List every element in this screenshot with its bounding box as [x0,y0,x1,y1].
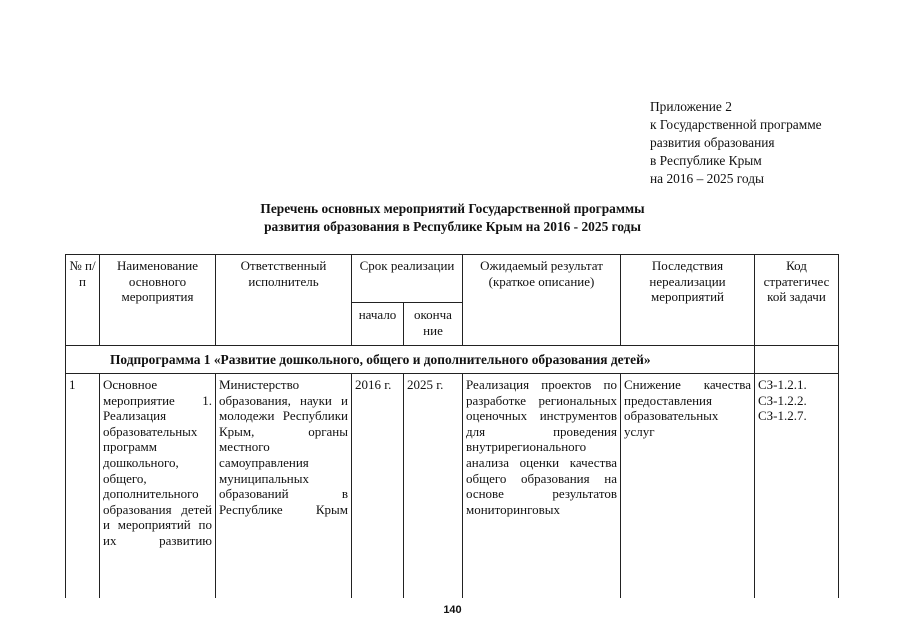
row-name: Основное мероприятие 1. Реализация образовательных программ дошкольного, общего, дополнительного образования детей и мероприятий по их развитию [100,374,216,598]
appendix-line: на 2016 – 2025 годы [650,171,765,186]
row-executor: Министерство образования, науки и молодежи Республики Крым, органы местного самоуправления муниципальных образований в Республике Крым [216,374,352,598]
appendix-line: развития образования [650,135,775,150]
header-consequences: Последствия нереализации мероприятий [621,255,755,346]
header-start: начало [352,303,404,346]
subprogram-title: Подпрограмма 1 «Развитие дошкольного, общего и дополнительного образования детей» [66,346,755,374]
header-executor: Ответственный исполнитель [216,255,352,346]
header-result: Ожидаемый результат (краткое описание) [463,255,621,346]
row-start: 2016 г. [352,374,404,598]
measures-table [65,254,839,598]
title-line-1: Перечень основных мероприятий Государственной программы [260,201,645,216]
appendix-note [650,98,822,188]
header-end: оконча ние [404,303,463,346]
appendix-line: в Республике Крым [650,153,762,168]
subprogram-row [66,346,839,374]
row-end: 2025 г. [404,374,463,598]
appendix-line: Приложение 2 [650,99,732,114]
appendix-line: к Государственной программе [650,117,822,132]
row-num: 1 [66,374,100,598]
row-result: Реализация проектов по разработке региональных оценочных инструментов для проведения внутрирегионального анализа оценки качества общего образования на основе результатов мониторинговых [463,374,621,598]
header-term: Срок реализации [352,255,463,303]
table-row [66,374,839,598]
page-number: 140 [443,604,462,616]
row-code: СЗ-1.2.2. [758,392,807,408]
row-code: СЗ-1.2.1. [758,377,807,392]
subprogram-code-cell [755,346,839,374]
header-row [66,255,839,303]
row-codes [755,374,839,598]
header-num: № п/п [66,255,100,346]
title-line-2: развития образования в Республике Крым на 2016 - 2025 годы [264,219,641,234]
header-name: Наименование основного мероприятия [100,255,216,346]
document-title [0,200,905,236]
header-code: Код стратегичес кой задачи [755,255,839,346]
row-code: СЗ-1.2.7. [758,408,807,424]
row-consequences: Снижение качества предоставления образовательных услуг [621,374,755,598]
